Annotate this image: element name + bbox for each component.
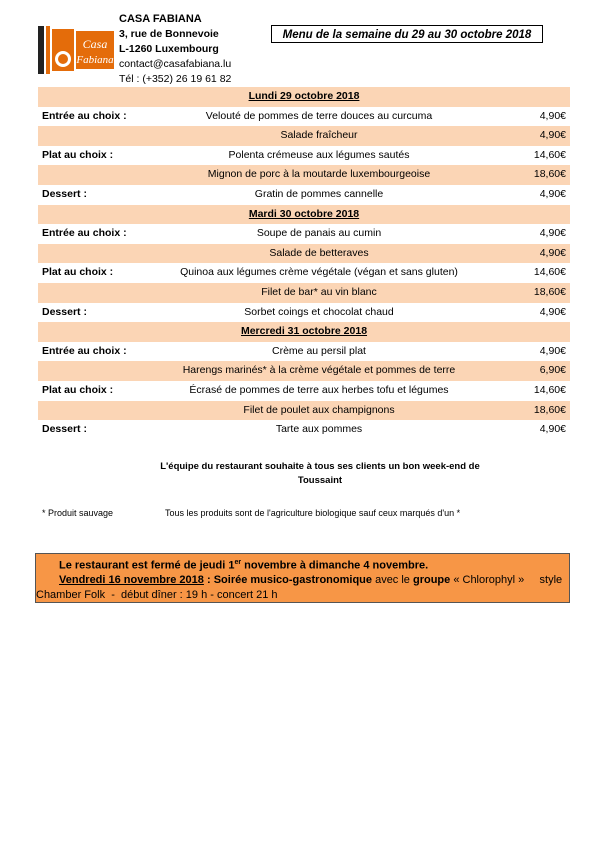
day-header — [38, 87, 570, 107]
day-title: Mercredi 31 octobre 2018 — [240, 325, 368, 338]
address-block — [119, 12, 231, 87]
menu-price: 4,90€ — [539, 246, 566, 259]
menu-dish: Filet de bar* au vin blanc — [261, 285, 377, 298]
menu-category: Plat au choix : — [42, 383, 114, 396]
menu-price: 4,90€ — [539, 227, 566, 240]
menu-row — [38, 381, 570, 401]
menu-price: 14,60€ — [533, 383, 566, 396]
menu-category: Plat au choix : — [42, 266, 114, 279]
footnote-organic: Tous les produits sont de l'agriculture biologique sauf ceux marqués d'un * — [165, 508, 461, 518]
menu-category: Dessert : — [42, 305, 87, 318]
menu-title: Menu de la semaine du 29 au 30 octobre 2018 — [271, 25, 543, 43]
phone-number: Tél : (+352) 26 19 61 82 — [119, 73, 232, 85]
menu-category: Entrée au choix : — [42, 227, 127, 240]
menu-price: 4,90€ — [539, 423, 566, 436]
weekend-wish: L'équipe du restaurant souhaite à tous ses clients un bon week-end de Toussaint — [160, 461, 480, 486]
menu-row — [38, 146, 570, 166]
street-address: 3, rue de Bonnevoie — [119, 28, 219, 40]
menu-dish: Écrasé de pommes de terre aux herbes tofu et légumes — [189, 383, 449, 396]
menu-table — [38, 87, 570, 440]
menu-price: 18,60€ — [533, 285, 566, 298]
menu-category: Plat au choix : — [42, 148, 114, 161]
city-address: L-1260 Luxembourg — [119, 43, 219, 55]
logo-text-casa: Casa — [82, 37, 108, 51]
footnote-wild-product: * Produit sauvage — [42, 508, 114, 518]
menu-row — [38, 126, 570, 146]
menu-price: 6,90€ — [539, 364, 566, 377]
menu-dish: Filet de poulet aux champignons — [243, 403, 395, 416]
menu-row — [38, 283, 570, 303]
menu-price: 18,60€ — [533, 403, 566, 416]
menu-row — [38, 401, 570, 421]
email-address: contact@casafabiana.lu — [119, 58, 232, 70]
menu-row — [38, 185, 570, 205]
menu-dish: Mignon de porc à la moutarde luxembourgeoise — [207, 168, 431, 181]
menu-dish: Salade de betteraves — [269, 246, 369, 259]
menu-dish: Quinoa aux légumes crème végétale (végan et sans gluten) — [180, 266, 458, 279]
menu-category: Entrée au choix : — [42, 109, 127, 122]
menu-row — [38, 263, 570, 283]
menu-row — [38, 342, 570, 362]
menu-price: 14,60€ — [533, 148, 566, 161]
menu-dish: Polenta crémeuse aux légumes sautés — [228, 148, 410, 161]
day-header — [38, 205, 570, 225]
menu-price: 4,90€ — [539, 129, 566, 142]
menu-category: Dessert : — [42, 187, 87, 200]
event-notice: Vendredi 16 novembre 2018 : Soirée musico-gastronomique avec le groupe « Chlorophyl » style — [59, 574, 563, 586]
menu-price: 4,90€ — [539, 109, 566, 122]
menu-row — [38, 303, 570, 323]
restaurant-name: CASA FABIANA — [119, 13, 202, 25]
announcement-banner — [35, 553, 570, 603]
menu-dish: Salade fraîcheur — [280, 129, 358, 142]
menu-dish: Sorbet coings et chocolat chaud — [244, 305, 394, 318]
menu-dish: Velouté de pommes de terre douces au curcuma — [205, 109, 433, 122]
logo-text-fabiana: Fabiana — [76, 54, 114, 66]
menu-dish: Tarte aux pommes — [275, 423, 363, 436]
menu-row — [38, 107, 570, 127]
menu-row — [38, 361, 570, 381]
menu-price: 18,60€ — [533, 168, 566, 181]
menu-dish: Crème au persil plat — [272, 344, 366, 357]
menu-price: 4,90€ — [539, 344, 566, 357]
menu-row — [38, 165, 570, 185]
menu-dish: Soupe de panais au cumin — [256, 227, 382, 240]
day-title: Mardi 30 octobre 2018 — [248, 207, 360, 220]
day-header — [38, 322, 570, 342]
menu-category: Dessert : — [42, 423, 87, 436]
casa-fabiana-logo — [38, 23, 114, 77]
event-details: Chamber Folk - début dîner : 19 h - concert 21 h — [36, 589, 278, 601]
menu-price: 4,90€ — [539, 305, 566, 318]
menu-price: 14,60€ — [533, 266, 566, 279]
menu-row — [38, 244, 570, 264]
menu-dish: Gratin de pommes cannelle — [254, 187, 384, 200]
closure-notice: Le restaurant est fermé de jeudi 1er novembre à dimanche 4 novembre. — [59, 559, 429, 572]
menu-row — [38, 420, 570, 440]
day-title: Lundi 29 octobre 2018 — [248, 90, 360, 102]
menu-row — [38, 224, 570, 244]
menu-dish: Harengs marinés* à la crème végétale et pommes de terre — [182, 364, 456, 377]
menu-price: 4,90€ — [539, 187, 566, 200]
menu-category: Entrée au choix : — [42, 344, 127, 357]
